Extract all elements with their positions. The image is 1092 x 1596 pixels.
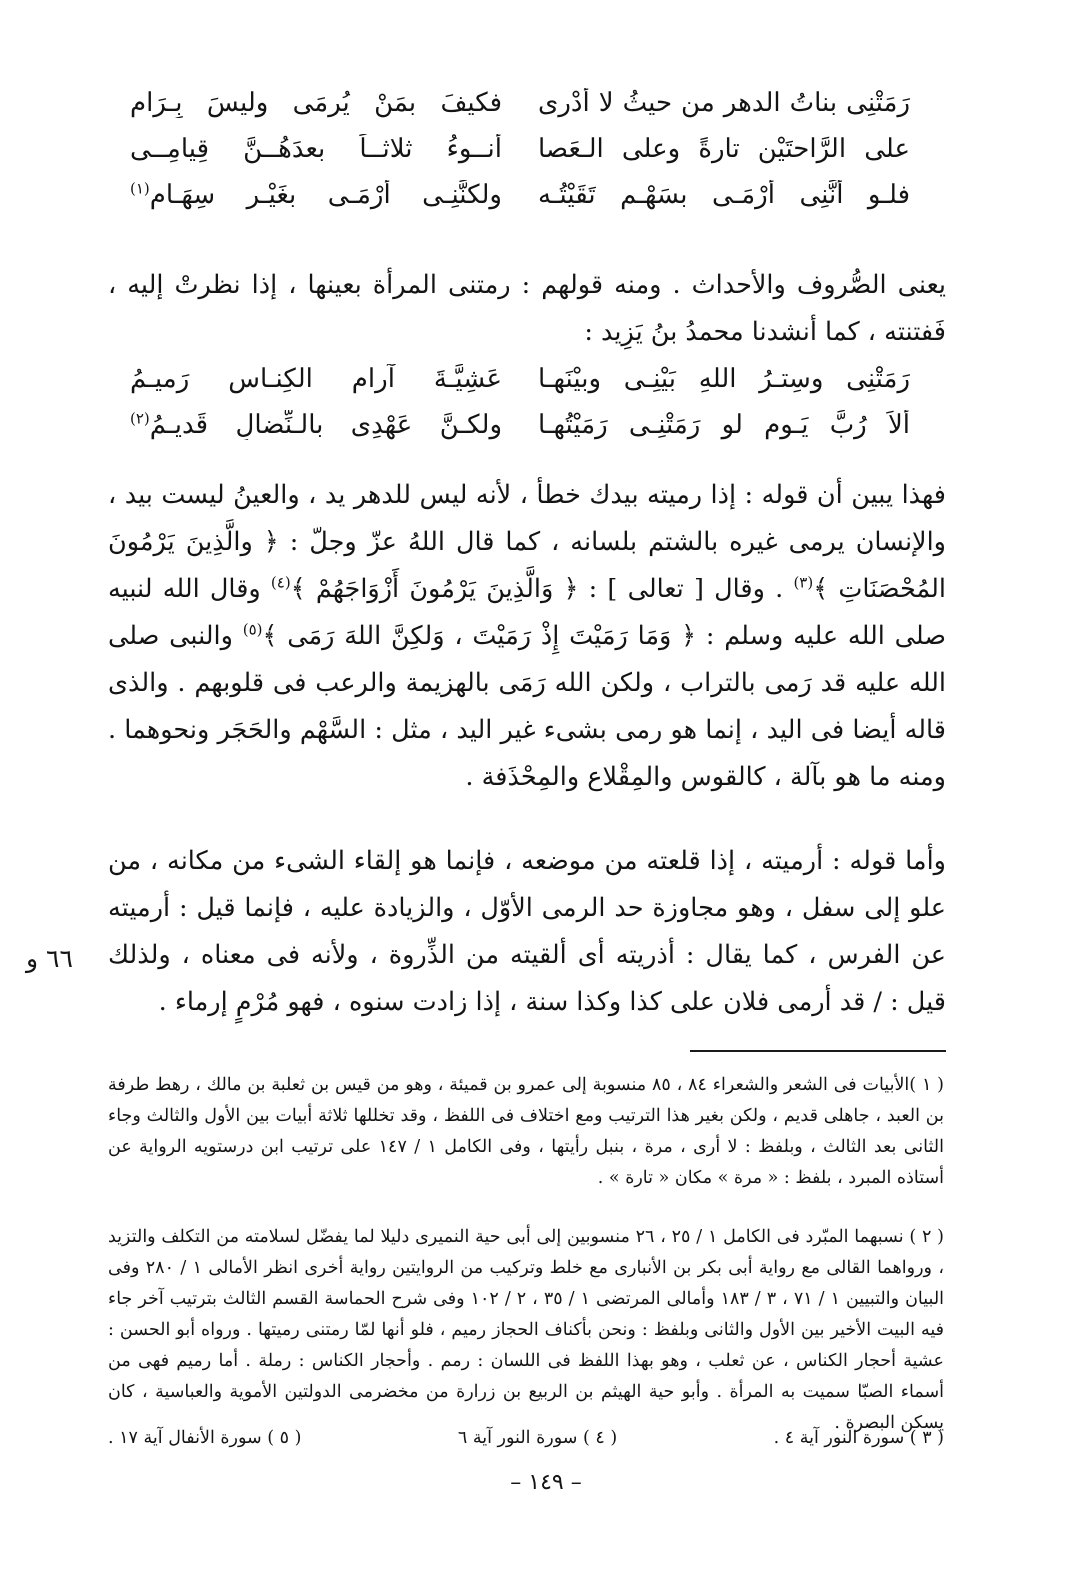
poem-block-2 [130,364,910,456]
verse-first-hemistich: ألاَ رُبَّ يَـومٍ لو رَمَتْنِـى رَمَيْتُهـا [538,410,910,440]
verse-line [130,134,910,180]
verse-first-hemistich: فلـو أنَّنِى أُرْمَـى بسَهْـم تَقَيْتُـه [538,180,910,210]
footnotes-3-5-row [108,1428,944,1448]
paragraph-text: . وقال [ تعالى ] : ﴿ وَالَّذِينَ يَرْمُونَ أَزْوَاجَهُمْ ﴾ [290,574,794,604]
verse-line [130,410,910,456]
footnote-marker: (٤) [270,573,291,592]
paragraph-text: وقال الله لنبيه صلى الله عليه وسلم : ﴿ وَمَا رَمَيْتَ إِذْ رَمَيْتَ ، وَلكِنَّ اللهَ رَمَى ﴾ [108,574,946,651]
verse-line [130,180,910,226]
verse-first-hemistich: على الرَّاحتَيْن تارةً وعلى الـعَصا [538,134,910,164]
folio-margin-note: ٦٦ و [26,944,73,973]
paragraph-3: وأما قوله : أرميته ، إذا قلعته من موضعه ، فإنما هو إلقاء الشىء من مكانه ، من علو إلى سفل ، وهو مجاوزة حد الرمى الأوّل ، والزيادة عليه ، فإنما قيل : أرميته عن الفرس ، كما يقال : أذريته أى ألقيته من الذِّروة ، ولأنه فى معناه ، ولذلك قيل : / قد أرمى فلان على كذا وكذا سنة ، إذا زادت سنوه ، فهو مُرْمٍ إرماء . [108,846,946,1017]
footnote-3: ( ٣ ) سورة النور آية ٤ . [773,1428,944,1448]
verse-second-hemistich: عَشِيَّـةَ آرامِ الكِنـاس رَميـمُ [130,364,502,394]
footnote-5: ( ٥ ) سورة الأنفال آية ١٧ . [108,1428,302,1448]
paragraph-text: فهذا يبين أن قوله : إذا رميته بيدك خطأ ، لأنه ليس للدهر يد ، والعينُ ليست بيد ، والإنسان يرمى غيره بالشتم بلسانه ، كما قال اللهُ عزّ وجلّ : ﴿ والَّذِينَ يَرْمُونَ المُحْصَنَاتِ ﴾ [108,480,946,604]
poem-block-1 [130,88,910,226]
footnote-divider [690,1050,946,1052]
verse-second-hemistich [130,410,502,440]
verse-first-hemistich: رَمَتْنِى بناتُ الدهر من حيثُ لا أدْرِى [538,88,910,118]
verse-first-hemistich: رَمَتْنِى وسِتـرُ اللهِ بَيْنِـى وبيْنَهـا [538,364,910,394]
paragraph-2 [108,472,946,801]
page-number: – ١٤٩ – [510,1470,582,1495]
hemistich-text: ولكنَّنِـى أُرْمَـى بغَيْـرِ سِهَـامِ [149,180,502,210]
paragraph-text: والنبى صلى الله عليه قد رَمى بالتراب ، ولكن الله رَمَى بالهزيمة والرعب فى قلوبهم . والذى قاله أيضا فى اليد ، إنما هو رمى بشىء غير اليد ، مثل : السَّهْم والحَجَر ونحوهما . ومنه ما هو بآلة ، كالقوس والمِقْلاع والمِحْذَفة . [108,621,946,792]
footnote-4: ( ٤ ) سورة النور آية ٦ [457,1428,618,1448]
verse-second-hemistich: أَنــوءُ ثلاثــاً بعدَهُــنَّ قِيامِــى [130,134,502,164]
footnote-1: ( ١ )الأبيات فى الشعر والشعراء ٨٤ ، ٨٥ منسوبة إلى عمرو بن قميئة ، وهو من قيس بن ثعلبة بن مالك ، رهط طرفة بن العبد ، جاهلى قديم ، ولكن بغير هذا الترتيب ومع اختلاف فى اللفظ ، وقد تخللها ثلاثة أبيات بين الأول والثالث وجاء الثانى بعد الثالث ، وبلفظ : لا أرى ، مرة ، بنبل رأيتها ، وفى الكامل ١ / ١٤٧ على ترتيب ابن درستويه الرواية عن أستاذه المبرد ، بلفظ : « مرة » مكان « تارة » . [108,1075,944,1188]
footnote-marker: (٣) [793,573,814,592]
footnote-2: ( ٢ ) نسبهما المبّرد فى الكامل ١ / ٢٥ ، ٢٦ منسوبين إلى أبى حية النميرى دليلا لما يفضّل لسلامته من التكلف والتزيد ، ورواهما القالى مع رواية أبى بكر بن الأنبارى مع خلط وتركيب من الروايتين رواية أخرى انظر الأمالى ١ / ٢٨٠ وفى البيان والتبيين ١ / ٧١ ، ٣ / ١٨٣ وأمالى المرتضى ١ / ٣٥ ، ٢ / ١٠٢ وفى شرح الحماسة القسم الثالث بترتيب آخر جاء فيه البيت الأخير بين الأول والثانى وبلفظ : ونحن بأكناف الحجاز رميم ، فلو أنها لمّا رمتنى رميتها . ورواه أبو الحسن : عشية أحجار الكناس ، عن ثعلب ، وهو بهذا اللفظ فى اللسان : رمم . وأحجار الكناس : رملة . أما رميم فهى من أسماء الصبّا سميت به المرأة . وأبو حية الهيثم بن الربيع بن زرارة من مخضرمى الدولتين الأموية والعباسية ، كان يسكن البصرة . [108,1227,945,1433]
footnote-marker: (٢) [130,410,150,428]
hemistich-text: ولكـنَّ عَهْدِى بالـنِّضالِ قَديـمُ [149,410,502,440]
verse-second-hemistich [130,180,502,210]
verse-line [130,88,910,134]
footnote-marker: (٥) [242,620,263,639]
verse-second-hemistich: فكيفَ بمَنْ يُرمَى وليسَ بِـرَامِ [130,88,502,118]
verse-line [130,364,910,410]
footnote-marker: (١) [130,180,150,198]
paragraph-1: يعنى الصُّروف والأحداث . ومنه قولهم : رمتنى المرأة بعينها ، إذا نظرتْ إليه ، فَفتنته ، كما أنشدنا محمدُ بنُ يَزِيد : [108,270,946,347]
